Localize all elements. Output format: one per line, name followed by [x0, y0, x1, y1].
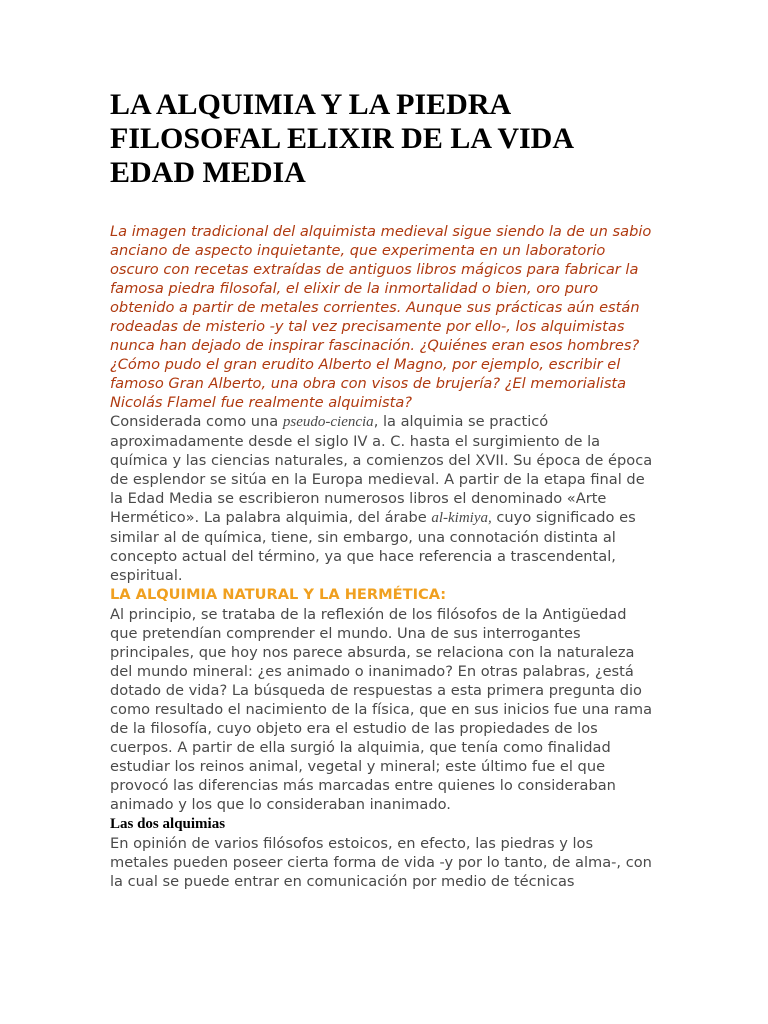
intro-paragraph: La imagen tradicional del alquimista medieval sigue siendo la de un sabio anciano de aspecto inquietante, que experimenta en un laboratorio oscuro con recetas extraídas de antiguos libros mágicos para fabricar la famosa piedra filosofal, el elixir de la inmortalidad o bien, oro puro obtenido a partir de metales corrientes. Aunque sus prácticas aún están rodeadas de misterio -y tal vez precisamente por ello-, los alquimistas nunca han dejado de inspirar fascinación. ¿Quiénes eran esos hombres? ¿Cómo pudo el gran erudito Alberto el Magno, por ejemplo, escribir el famoso Gran Alberto, una obra con visos de brujería? ¿El memorialista Nicolás Flamel fue realmente alquimista? [110, 223, 652, 411]
term-al-kimiya: al-kimiya, [431, 510, 492, 526]
section-heading-alquimia-natural: LA ALQUIMIA NATURAL Y LA HERMÉTICA: [110, 586, 447, 603]
document-page [110, 88, 655, 891]
document-title: LA ALQUIMIA Y LA PIEDRA FILOSOFAL ELIXIR DE LA VIDA EDAD MEDIA [110, 88, 573, 189]
term-pseudo-ciencia: pseudo-ciencia [282, 414, 374, 430]
paragraph-pseudo-ciencia [110, 412, 655, 585]
paragraph-text: cuyo significado es similar al de química, tiene, sin embargo, una connotación distinta al concepto actual del término, ya que hace referencia a trascendental, espiritual. [110, 509, 636, 584]
paragraph-filosofos-estoicos: En opinión de varios filósofos estoicos, en efecto, las piedras y los metales pueden poseer cierta forma de vida -y por lo tanto, de alma-, con la cual se puede entrar en comunicación por medio de técnicas [110, 835, 652, 890]
paragraph-text: , la alquimia se practicó aproximadamente desde el siglo IV a. C. hasta el surgimiento de la química y las ciencias naturales, a comienzos del XVII. Su época de época de esplendor se sitúa en la Europa medieval. A partir de la etapa final de la Edad Media se escribieron numerosos libros el denominado «Arte Hermético». La palabra alquimia, del árabe [110, 413, 653, 526]
paragraph-principio: Al principio, se trataba de la reflexión de los filósofos de la Antigüedad que pretendían comprender el mundo. Una de sus interrogantes principales, que hoy nos parece absurda, se relaciona con la naturaleza del mundo mineral: ¿es animado o inanimado? En otras palabras, ¿está dotado de vida? La búsqueda de respuestas a esta primera pregunta dio como resultado el nacimiento de la física, que en sus inicios fue una rama de la filosofía, cuyo objeto era el estudio de las propiedades de los cuerpos. A partir de ella surgió la alquimia, que tenía como finalidad estudiar los reinos animal, vegetal y mineral; este último fue el que provocó las diferencias más marcadas entre quienes lo consideraban animado y los que lo consideraban inanimado. [110, 606, 653, 813]
sub-heading-dos-alquimias: Las dos alquimias [110, 816, 226, 832]
paragraph-text: Considerada como una [110, 413, 283, 430]
